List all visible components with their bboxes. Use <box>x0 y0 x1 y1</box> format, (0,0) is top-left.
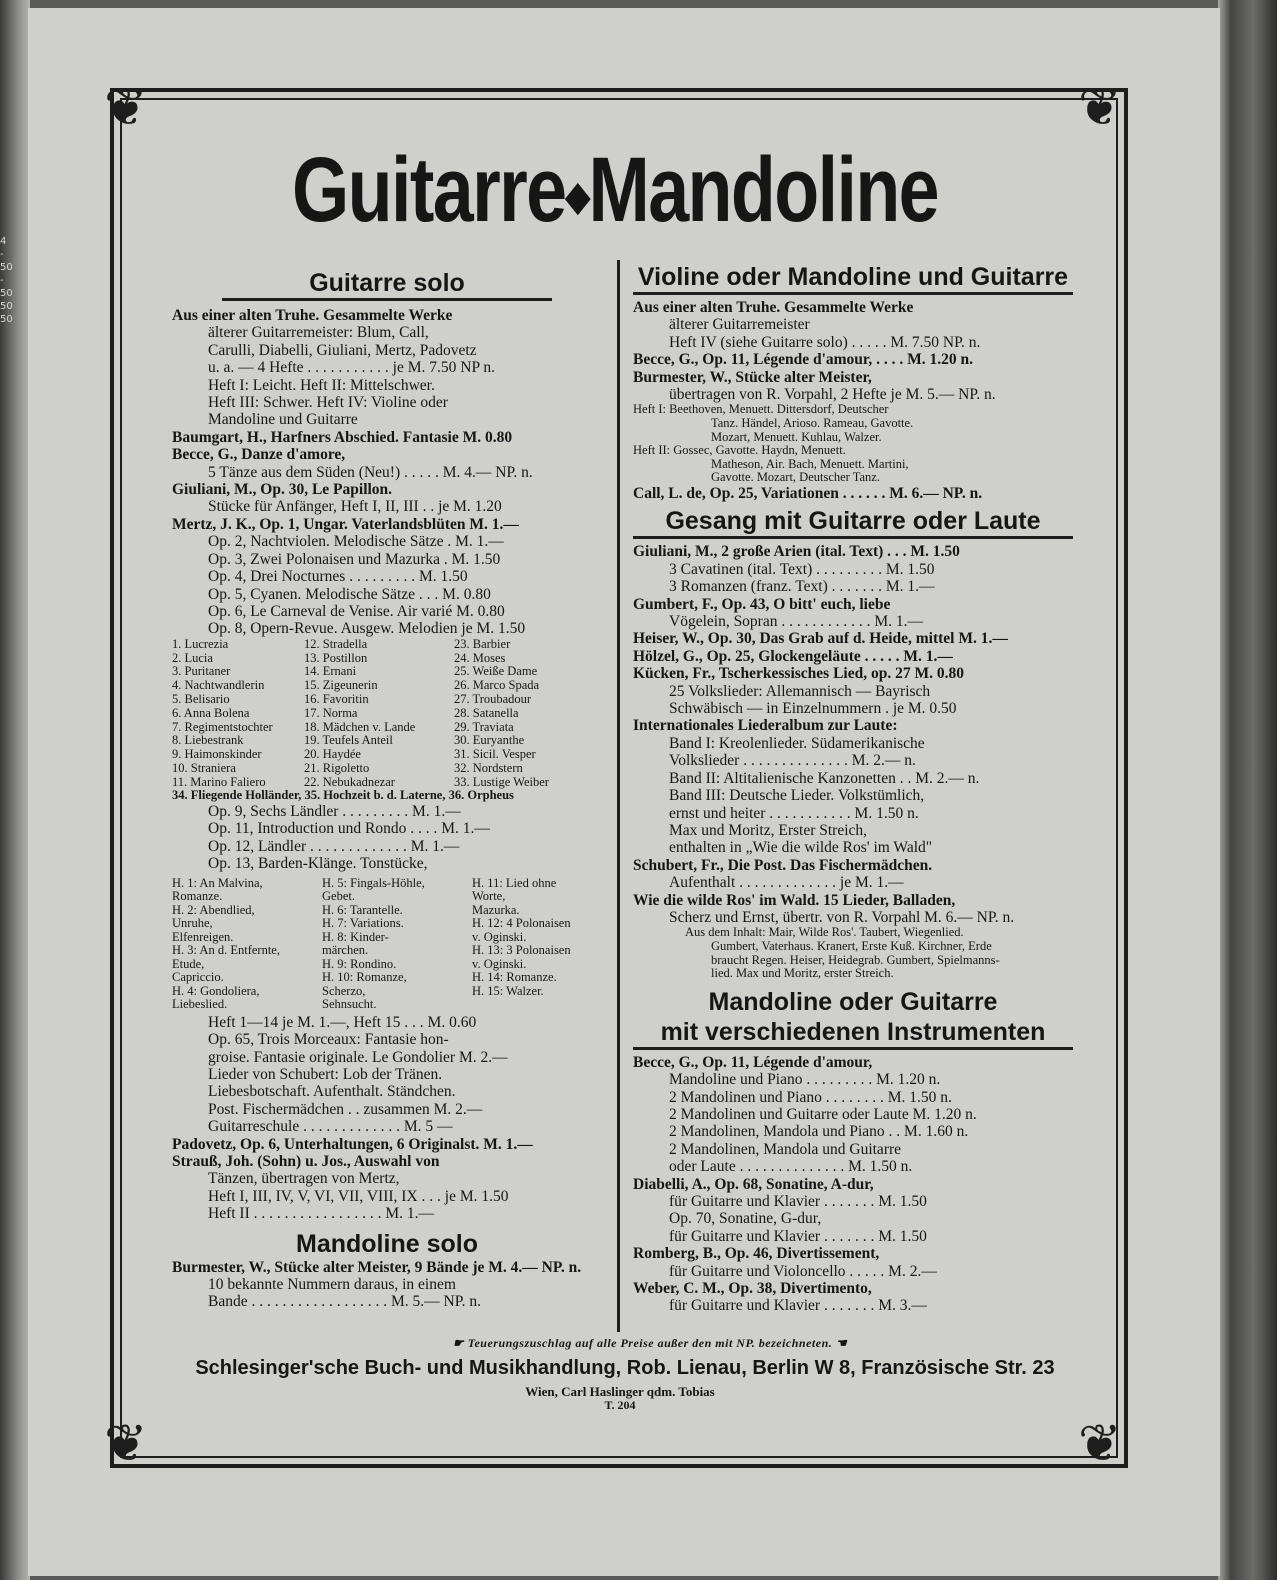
list-item: Op. 13, Barden-Klänge. Tonstücke, <box>208 855 428 873</box>
list-item: 5. Belisario <box>172 691 230 706</box>
list-item: älterer Guitarremeister <box>669 316 810 334</box>
corner-ornament-icon: ❦ <box>104 1414 148 1474</box>
list-item: Hölzel, G., Op. 25, Glockengeläute . . . . . M. 1.— <box>633 647 953 665</box>
list-item: Op. 6, Le Carneval de Venise. Air varié M. 0.80 <box>208 602 505 620</box>
list-item: Gavotte. Mozart, Deutscher Tanz. <box>711 470 880 485</box>
list-item: Op. 70, Sonatine, G-dur, <box>669 1210 822 1228</box>
list-item: 2. Lucia <box>172 650 213 665</box>
list-item: H. 11: Lied ohne Worte, Mazurka. H. 12: 4 Polonaisen v. Oginski. H. 13: 3 Polonaisen v. Oginski. H. 14: Romanze. H. 15: Walzer. <box>472 875 571 998</box>
list-item: 18. Mädchen v. Lande <box>304 719 416 734</box>
list-item: Weber, C. M., Op. 38, Divertimento, <box>633 1280 872 1297</box>
list-item: 7. Regimentstochter <box>172 719 273 734</box>
gesang-list <box>633 543 1073 926</box>
section-heading: Mandoline oder Guitarre <box>708 987 998 1016</box>
book-edge <box>1218 0 1277 1580</box>
list-item: älterer Guitarremeister: Blum, Call, <box>208 324 429 342</box>
list-item: Op. 2, Nachtviolen. Melodische Sätze . M. 1.— <box>208 533 504 551</box>
list-item: Matheson, Air. Bach, Menuett. Martini, <box>711 456 909 471</box>
list-item: Max und Moritz, Erster Streich, <box>669 821 868 839</box>
list-item: oder Laute . . . . . . . . . . . . . . M. 1.50 n. <box>669 1158 913 1176</box>
list-item: 26. Marco Spada <box>454 678 540 693</box>
list-item: 28. Satanella <box>454 705 519 720</box>
list-item: Giuliani, M., 2 große Arien (ital. Text) . . . M. 1.50 <box>633 543 960 561</box>
list-item: 27. Troubadour <box>454 691 532 706</box>
violine-contents <box>633 403 1073 485</box>
list-item: Diabelli, A., Op. 68, Sonatine, A-dur, <box>633 1175 874 1193</box>
list-item: 5 Tänze aus dem Süden (Neu!) . . . . . M. 4.— NP. n. <box>208 463 533 481</box>
list-item: 23. Barbier <box>454 636 511 651</box>
section-heading: Mandoline solo <box>296 1229 478 1258</box>
list-item: 3. Puritaner <box>172 664 231 679</box>
list-item: H. 5: Fingals-Höhle, Gebet. H. 6: Tarantelle. H. 7: Variations. H. 8: Kinder- märchen. H. 9: Rondino. H. 10: Romanze, Scherzo, Sehnsucht. <box>322 875 425 1012</box>
list-item: 14. Ernani <box>304 664 357 679</box>
list-item: Post. Fischermädchen . . zusammen M. 2.— <box>208 1100 483 1118</box>
publisher-line: Schlesinger'sche Buch- und Musikhandlung, Rob. Lienau, Berlin W 8, Französische Str. 23 <box>195 1357 1055 1379</box>
list-item: Heft I: Leicht. Heft II: Mittelschwer. <box>208 376 435 394</box>
list-item: 16. Favoritin <box>304 691 369 706</box>
guitarre-solo-list <box>172 1014 602 1223</box>
list-item: Schubert, Fr., Die Post. Das Fischermädchen. <box>633 856 933 874</box>
diamond-icon: ◆ <box>565 174 589 219</box>
list-item: Aus einer alten Truhe. Gesammelte Werke <box>633 299 914 316</box>
list-item: 19. Teufels Anteil <box>304 733 393 748</box>
list-item: 22. Nebukadnezar <box>304 774 395 789</box>
list-item: 9. Haimonskinder <box>172 747 262 762</box>
list-item: 17. Norma <box>304 705 358 720</box>
list-item: 12. Stradella <box>304 636 368 651</box>
list-item: Heft 1—14 je M. 1.—, Heft 15 . . . M. 0.60 <box>208 1013 477 1031</box>
list-item: 33. Lustige Weiber <box>454 774 549 789</box>
list-item: 24. Moses <box>454 650 506 665</box>
list-item: Becce, G., Op. 11, Légende d'amour, . . . . M. 1.20 n. <box>633 351 973 369</box>
opera-list <box>172 638 602 790</box>
mandoline-oder-list <box>633 1054 1073 1315</box>
section-heading: mit verschiedenen Instrumenten <box>633 1017 1073 1050</box>
list-item: Op. 4, Drei Nocturnes . . . . . . . . . M. 1.50 <box>208 568 468 586</box>
list-item: 29. Traviata <box>454 719 514 734</box>
list-item: 10 bekannte Nummern daraus, in einem <box>208 1275 456 1293</box>
list-item: Becce, G., Op. 11, Légende d'amour, <box>633 1053 873 1071</box>
gesang-contents <box>633 926 1073 980</box>
list-item: 4. Nachtwandlerin <box>172 678 265 693</box>
list-item: Band I: Kreolenlieder. Südamerikanische <box>669 734 925 752</box>
list-item: 8. Liebestrank <box>172 733 244 748</box>
list-item: groise. Fantasie originale. Le Gondolier M. 2.— <box>208 1048 508 1066</box>
list-item: Schwäbisch — in Einzelnummern . je M. 0.50 <box>669 700 957 718</box>
list-item: 25. Weiße Dame <box>454 664 538 679</box>
list-item: Carulli, Diabelli, Giuliani, Mertz, Padovetz <box>208 341 477 359</box>
list-item: Op. 3, Zwei Polonaisen und Mazurka . M. 1.50 <box>208 550 501 568</box>
list-item: Tanz. Händel, Arioso. Rameau, Gavotte. <box>711 416 914 431</box>
hefte-list <box>172 877 602 1012</box>
corner-ornament-icon: ❦ <box>1078 1414 1122 1474</box>
list-item: 15. Zigeunerin <box>304 678 378 693</box>
list-item: Heft I: Beethoven, Menuett. Dittersdorf, Deutscher <box>633 402 889 417</box>
list-item: Heft II: Gossec, Gavotte. Haydn, Menuett. <box>633 443 846 458</box>
list-item: Internationales Liederalbum zur Laute: <box>633 717 898 735</box>
guitarre-solo-list <box>172 803 602 873</box>
list-item: Burmester, W., Stücke alter Meister, 9 Bände je M. 4.— NP. n. <box>172 1258 582 1276</box>
list-item: 20. Haydée <box>304 747 361 762</box>
list-item: 30. Euryanthe <box>454 733 525 748</box>
list-item: Aufenthalt . . . . . . . . . . . . . je M. 1.— <box>669 874 904 892</box>
list-item: 2 Mandolinen, Mandola und Piano . . M. 1.60 n. <box>669 1123 969 1141</box>
list-item: Padovetz, Op. 6, Unterhaltungen, 6 Originalst. M. 1.— <box>172 1135 533 1153</box>
list-item: Wie die wilde Ros' im Wald. 15 Lieder, Balladen, <box>633 891 956 909</box>
list-item: Mertz, J. K., Op. 1, Ungar. Vaterlandsblüten M. 1.— <box>172 515 519 533</box>
column-divider <box>617 260 620 1332</box>
list-item: Op. 11, Introduction und Rondo . . . . M. 1.— <box>208 820 490 838</box>
list-item: Heft III: Schwer. Heft IV: Violine oder <box>208 394 448 412</box>
list-item: 25 Volkslieder: Allemannisch — Bayrisch <box>669 682 931 700</box>
list-item: Op. 5, Cyanen. Melodische Sätze . . . M. 0.80 <box>208 585 491 603</box>
list-item: 3 Romanzen (franz. Text) . . . . . . . M. 1.— <box>669 578 935 596</box>
list-item: Strauß, Joh. (Sohn) u. Jos., Auswahl von <box>172 1152 440 1170</box>
page-title <box>243 138 987 243</box>
list-item: lied. Max und Moritz, erster Streich. <box>711 966 894 981</box>
list-item: ernst und heiter . . . . . . . . . . . M. 1.50 n. <box>669 804 919 822</box>
list-item: für Guitarre und Violoncello . . . . . M. 2.— <box>669 1262 937 1280</box>
list-item: 21. Rigoletto <box>304 760 370 775</box>
list-item: H. 1: An Malvina, Romanze. H. 2: Abendlied, Unruhe, Elfenreigen. H. 3: An d. Entfernte, Etude, Capriccio. H. 4: Gondoliera, Liebeslied. <box>172 875 280 1012</box>
list-item: Bande . . . . . . . . . . . . . . . . . . M. 5.— NP. n. <box>208 1293 481 1311</box>
list-item: Band II: Altitalienische Kanzonetten . . M. 2.— n. <box>669 769 980 787</box>
list-item: u. a. — 4 Hefte . . . . . . . . . . . je M. 7.50 NP n. <box>208 359 496 377</box>
plate-number: T. 204 <box>604 1398 636 1412</box>
list-item: Gumbert, F., Op. 43, O bitt' euch, liebe <box>633 595 891 613</box>
list-item: Volkslieder . . . . . . . . . . . . . . M. 2.— n. <box>669 752 916 770</box>
list-item: Heiser, W., Op. 30, Das Grab auf d. Heide, mittel M. 1.— <box>633 630 1008 648</box>
list-item: Op. 9, Sechs Ländler . . . . . . . . . M. 1.— <box>208 803 461 821</box>
list-item: für Guitarre und Klavier . . . . . . . M. 1.50 <box>669 1227 927 1245</box>
section-heading: Gesang mit Guitarre oder Laute <box>633 506 1073 539</box>
list-item: Becce, G., Danze d'amore, <box>172 446 346 464</box>
list-item: 2 Mandolinen und Piano . . . . . . . . M. 1.50 n. <box>669 1088 952 1106</box>
list-item: Call, L. de, Op. 25, Variationen . . . . . . M. 6.— NP. n. <box>633 485 983 502</box>
list-item: Mandoline und Guitarre <box>208 411 358 429</box>
list-item: Guitarreschule . . . . . . . . . . . . . M. 5 — <box>208 1118 453 1136</box>
list-item: Tänzen, übertragen von Mertz, <box>208 1170 400 1188</box>
list-item: 6. Anna Bolena <box>172 705 250 720</box>
list-item: Burmester, W., Stücke alter Meister, <box>633 368 872 386</box>
list-item: 2 Mandolinen und Guitarre oder Laute M. 1.20 n. <box>669 1105 977 1123</box>
section-heading: Guitarre solo <box>222 268 552 301</box>
list-item: Scherz und Ernst, übertr. von R. Vorpahl M. 6.— NP. n. <box>669 908 1015 926</box>
list-item: 32. Nordstern <box>454 760 523 775</box>
violine-list <box>633 299 1073 403</box>
list-item: 3 Cavatinen (ital. Text) . . . . . . . . . M. 1.50 <box>669 560 935 578</box>
list-item: Heft IV (siehe Guitarre solo) . . . . . M. 7.50 NP. n. <box>669 333 981 351</box>
list-item: 1. Lucrezia <box>172 636 229 651</box>
list-item: Kücken, Fr., Tscherkessisches Lied, op. 27 M. 0.80 <box>633 665 964 683</box>
list-item: für Guitarre und Klavier . . . . . . . M. 1.50 <box>669 1192 927 1210</box>
list-item: übertragen von R. Vorpahl, 2 Hefte je M. 5.— NP. n. <box>669 386 996 404</box>
list-item: Mandoline und Piano . . . . . . . . . M. 1.20 n. <box>669 1071 941 1089</box>
list-item: Lieder von Schubert: Lob der Tränen. <box>208 1065 443 1083</box>
list-item: Op. 12, Ländler . . . . . . . . . . . . . M. 1.— <box>208 837 460 855</box>
corner-ornament-icon: ❦ <box>1078 78 1122 138</box>
book-spine <box>0 0 30 1580</box>
list-item: Vögelein, Sopran . . . . . . . . . . . . M. 1.— <box>669 613 924 631</box>
list-item: Aus dem Inhalt: Mair, Wilde Ros'. Taubert, Wiegenlied. <box>685 925 964 940</box>
list-item: Liebesbotschaft. Aufenthalt. Ständchen. <box>208 1083 456 1101</box>
title-right: Mandoline <box>588 139 939 241</box>
list-item: Mozart, Menuett. Kuhlau, Walzer. <box>711 429 882 444</box>
guitarre-solo-list <box>172 307 602 638</box>
list-item: Aus einer alten Truhe. Gesammelte Werke <box>172 307 453 324</box>
list-item: enthalten in „Wie die wilde Ros' im Wald" <box>669 839 933 857</box>
section-heading: Violine oder Mandoline und Guitarre <box>633 262 1073 295</box>
list-item: Op. 8, Opern-Revue. Ausgew. Melodien je M. 1.50 <box>208 620 526 638</box>
list-item: Romberg, B., Op. 46, Divertissement, <box>633 1245 880 1263</box>
list-item: 2 Mandolinen, Mandola und Guitarre <box>669 1140 902 1158</box>
mandoline-solo-list <box>172 1259 602 1311</box>
list-item: 13. Postillon <box>304 650 368 665</box>
right-column <box>633 262 1073 1315</box>
surcharge-note: ☛ Teuerungszuschlag auf alle Preise außer den mit NP. bezeichneten. ☚ <box>452 1336 848 1350</box>
list-item: Op. 65, Trois Morceaux: Fantasie hon- <box>208 1031 449 1049</box>
list-item: 11. Marino Faliero <box>172 774 266 789</box>
list-item: Heft I, III, IV, V, VI, VII, VIII, IX . . . je M. 1.50 <box>208 1187 509 1205</box>
title-left: Guitarre <box>291 139 566 241</box>
list-item: braucht Regen. Heiser, Heidegrab. Gumbert, Spielmanns- <box>711 952 1000 967</box>
list-item: für Guitarre und Klavier . . . . . . . M. 3.— <box>669 1297 927 1315</box>
list-item: 31. Sicil. Vesper <box>454 747 536 762</box>
left-column <box>172 268 602 1311</box>
list-item: Stücke für Anfänger, Heft I, II, III . . je M. 1.20 <box>208 498 502 516</box>
list-item: Band III: Deutsche Lieder. Volkstümlich, <box>669 787 925 805</box>
list-item: Baumgart, H., Harfners Abschied. Fantasie M. 0.80 <box>172 428 513 446</box>
list-item: Gumbert, Vaterhaus. Kranert, Erste Kuß. Kirchner, Erde <box>711 938 992 953</box>
margin-marks: 4 - 50 - 50 50 50 <box>0 236 13 325</box>
list-item: Giuliani, M., Op. 30, Le Papillon. <box>172 481 393 499</box>
list-item: 10. Straniera <box>172 760 236 775</box>
vienna-line: Wien, Carl Haslinger qdm. Tobias <box>525 1384 715 1399</box>
list-item: 34. Fliegende Holländer, 35. Hochzeit b. d. Laterne, 36. Orpheus <box>172 788 514 803</box>
corner-ornament-icon: ❦ <box>104 78 148 138</box>
list-item: Heft II . . . . . . . . . . . . . . . . . M. 1.— <box>208 1205 435 1223</box>
